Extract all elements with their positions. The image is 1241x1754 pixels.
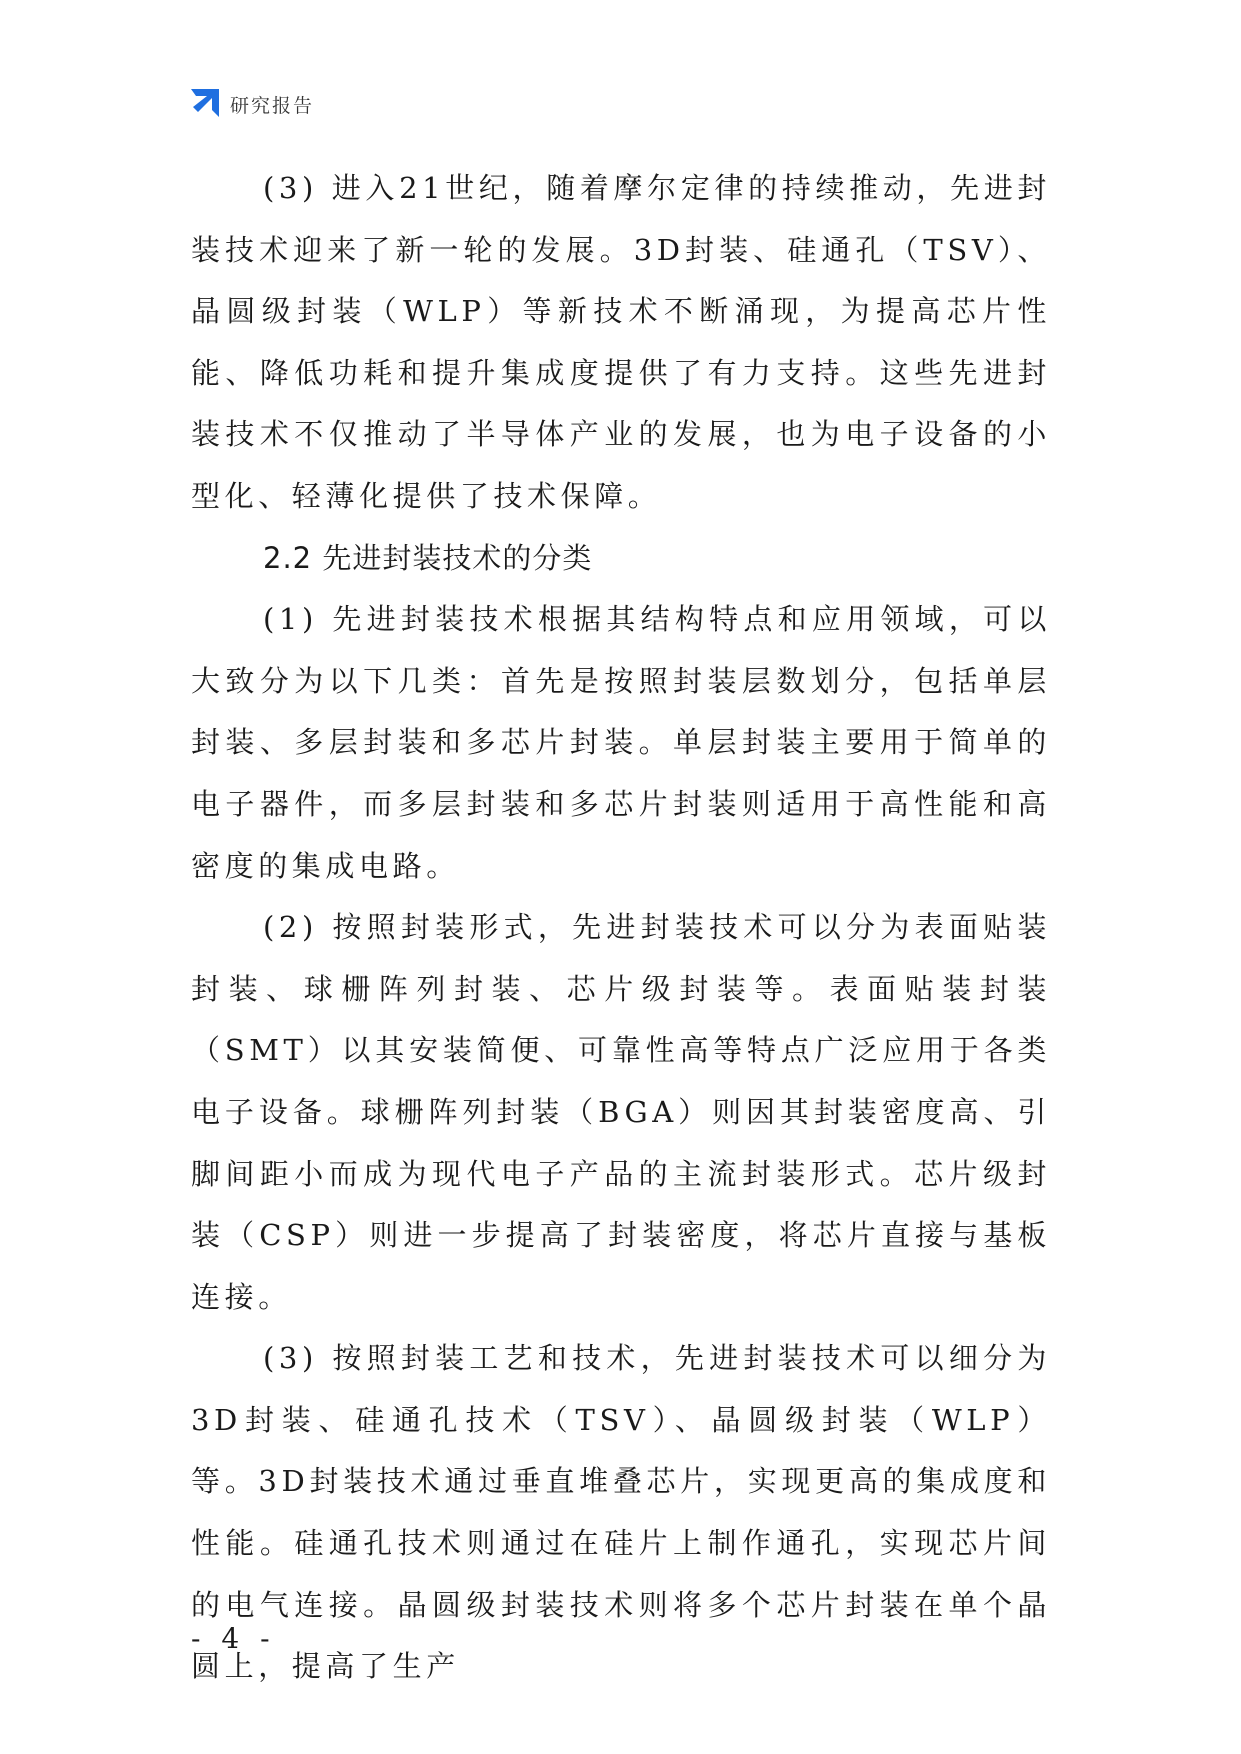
arrow-up-right-icon [188, 88, 220, 120]
page-number: - 4 - [191, 1622, 276, 1655]
paragraph-2: (1) 先进封装技术根据其结构特点和应用领域，可以大致分为以下几类：首先是按照封装层数划分，包括单层封装、多层封装和多芯片封装。单层封装主要用于简单的电子器件，而多层封装和多芯片封装则适用于高性能和高密度的集成电路。 [191, 602, 1051, 883]
document-body [191, 158, 1051, 1698]
paragraph-1: (3) 进入21世纪，随着摩尔定律的持续推动，先进封装技术迎来了新一轮的发展。3D封装、硅通孔（TSV）、晶圆级封装（WLP）等新技术不断涌现，为提高芯片性能、降低功耗和提升集成度提供了有力支持。这些先进封装技术不仅推动了半导体产业的发展，也为电子设备的小型化、轻薄化提供了技术保障。 [191, 171, 1051, 513]
section-heading: 2.2 先进封装技术的分类 [263, 540, 593, 575]
paragraph-4: (3) 按照封装工艺和技术，先进封装技术可以细分为3D封装、硅通孔技术（TSV）、晶圆级封装（WLP）等。3D封装技术通过垂直堆叠芯片，实现更高的集成度和性能。硅通孔技术则通过在硅片上制作通孔，实现芯片间的电气连接。晶圆级封装技术则将多个芯片封装在单个晶圆上，提高了生产 [191, 1341, 1051, 1684]
report-title: 研究报告 [230, 94, 315, 117]
paragraph-3: (2) 按照封装形式，先进封装技术可以分为表面贴装封装、球栅阵列封装、芯片级封装等。表面贴装封装（SMT）以其安装简便、可靠性高等特点广泛应用于各类电子设备。球栅阵列封装（BGA）则因其封装密度高、引脚间距小而成为现代电子产品的主流封装形式。芯片级封装（CSP）则进一步提高了封装密度，将芯片直接与基板连接。 [191, 910, 1051, 1314]
page-header [188, 88, 314, 120]
